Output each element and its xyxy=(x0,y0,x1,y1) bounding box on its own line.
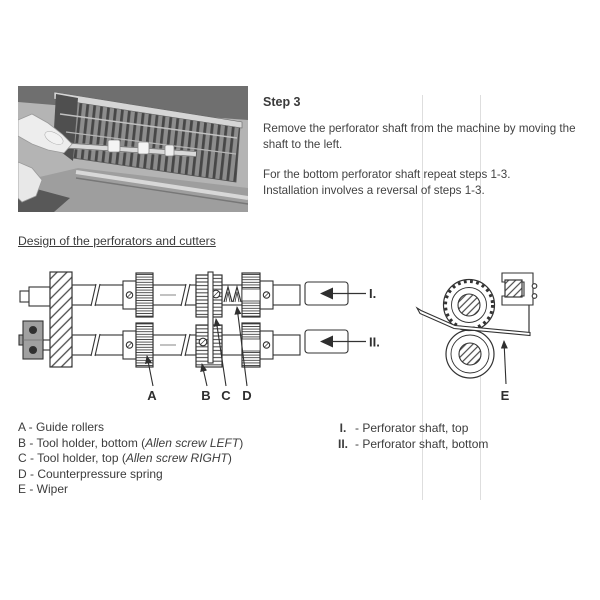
legend-text: E - Wiper xyxy=(18,482,69,497)
label-c: C xyxy=(221,388,231,403)
shaft-assembly xyxy=(19,272,366,367)
shafts-legend xyxy=(334,421,488,453)
step-paragraph-line: Installation involves a reversal of steps 1-3. xyxy=(263,184,485,197)
label-d: D xyxy=(242,388,252,403)
cutter-blade-disc xyxy=(208,272,213,363)
label-e: E xyxy=(500,388,510,403)
step3-photo xyxy=(18,86,248,212)
legend-item-c xyxy=(18,451,243,467)
legend-suffix: ) xyxy=(227,451,232,466)
wiper-detail-diagram xyxy=(417,273,537,378)
legend-suffix: ) xyxy=(239,435,244,450)
step-paragraph-line: Remove the perforator shaft from the machine by moving the xyxy=(263,122,576,135)
label-shaft-bottom: II. xyxy=(369,334,380,350)
legend-text: C - Tool holder, top ( xyxy=(18,451,126,466)
diagram-graphic xyxy=(0,255,600,415)
legend-numeral: II. xyxy=(337,436,348,451)
shaft-end-stub xyxy=(20,291,29,302)
shaft-end-step xyxy=(29,287,50,306)
legend-italic: Allen screw RIGHT xyxy=(125,451,228,466)
photo-graphic xyxy=(18,86,248,212)
legend-text: D - Counterpressure spring xyxy=(18,466,163,481)
legend-numeral: I. xyxy=(339,421,347,435)
legend-italic: Allen screw LEFT xyxy=(145,435,240,450)
bottom-roller xyxy=(446,330,494,378)
knurled-rollers xyxy=(242,273,260,367)
label-shaft-top: I. xyxy=(369,286,377,301)
legend-item-shaft-top xyxy=(334,421,488,437)
top-gear-roller xyxy=(444,280,495,331)
step-paragraph-line: For the bottom perforator shaft repeat steps 1-3. xyxy=(263,168,511,181)
legend-item-shaft-bottom xyxy=(334,437,488,453)
leader-line-e xyxy=(504,341,506,384)
wiper-bracket xyxy=(502,273,537,333)
legend-text: A - Guide rollers xyxy=(18,420,105,434)
legend-text: - Perforator shaft, top xyxy=(355,421,469,435)
frame-plate xyxy=(50,272,72,367)
label-a: A xyxy=(147,388,157,403)
section-heading: Design of the perforators and cutters xyxy=(18,234,216,248)
legend-item-d xyxy=(18,467,243,483)
guide-rollers xyxy=(136,273,153,367)
parts-legend xyxy=(18,420,243,498)
legend-text: B - Tool holder, bottom ( xyxy=(18,435,146,450)
step-paragraph-line: shaft to the left. xyxy=(263,138,343,151)
legend-item-b xyxy=(18,436,243,452)
legend-item-a xyxy=(18,420,243,436)
mounting-block xyxy=(19,321,43,359)
legend-item-e xyxy=(18,482,243,498)
legend-text: - Perforator shaft, bottom xyxy=(355,436,489,451)
label-b: B xyxy=(201,388,211,403)
perforator-diagram xyxy=(0,255,600,415)
step-title: Step 3 xyxy=(263,95,301,109)
